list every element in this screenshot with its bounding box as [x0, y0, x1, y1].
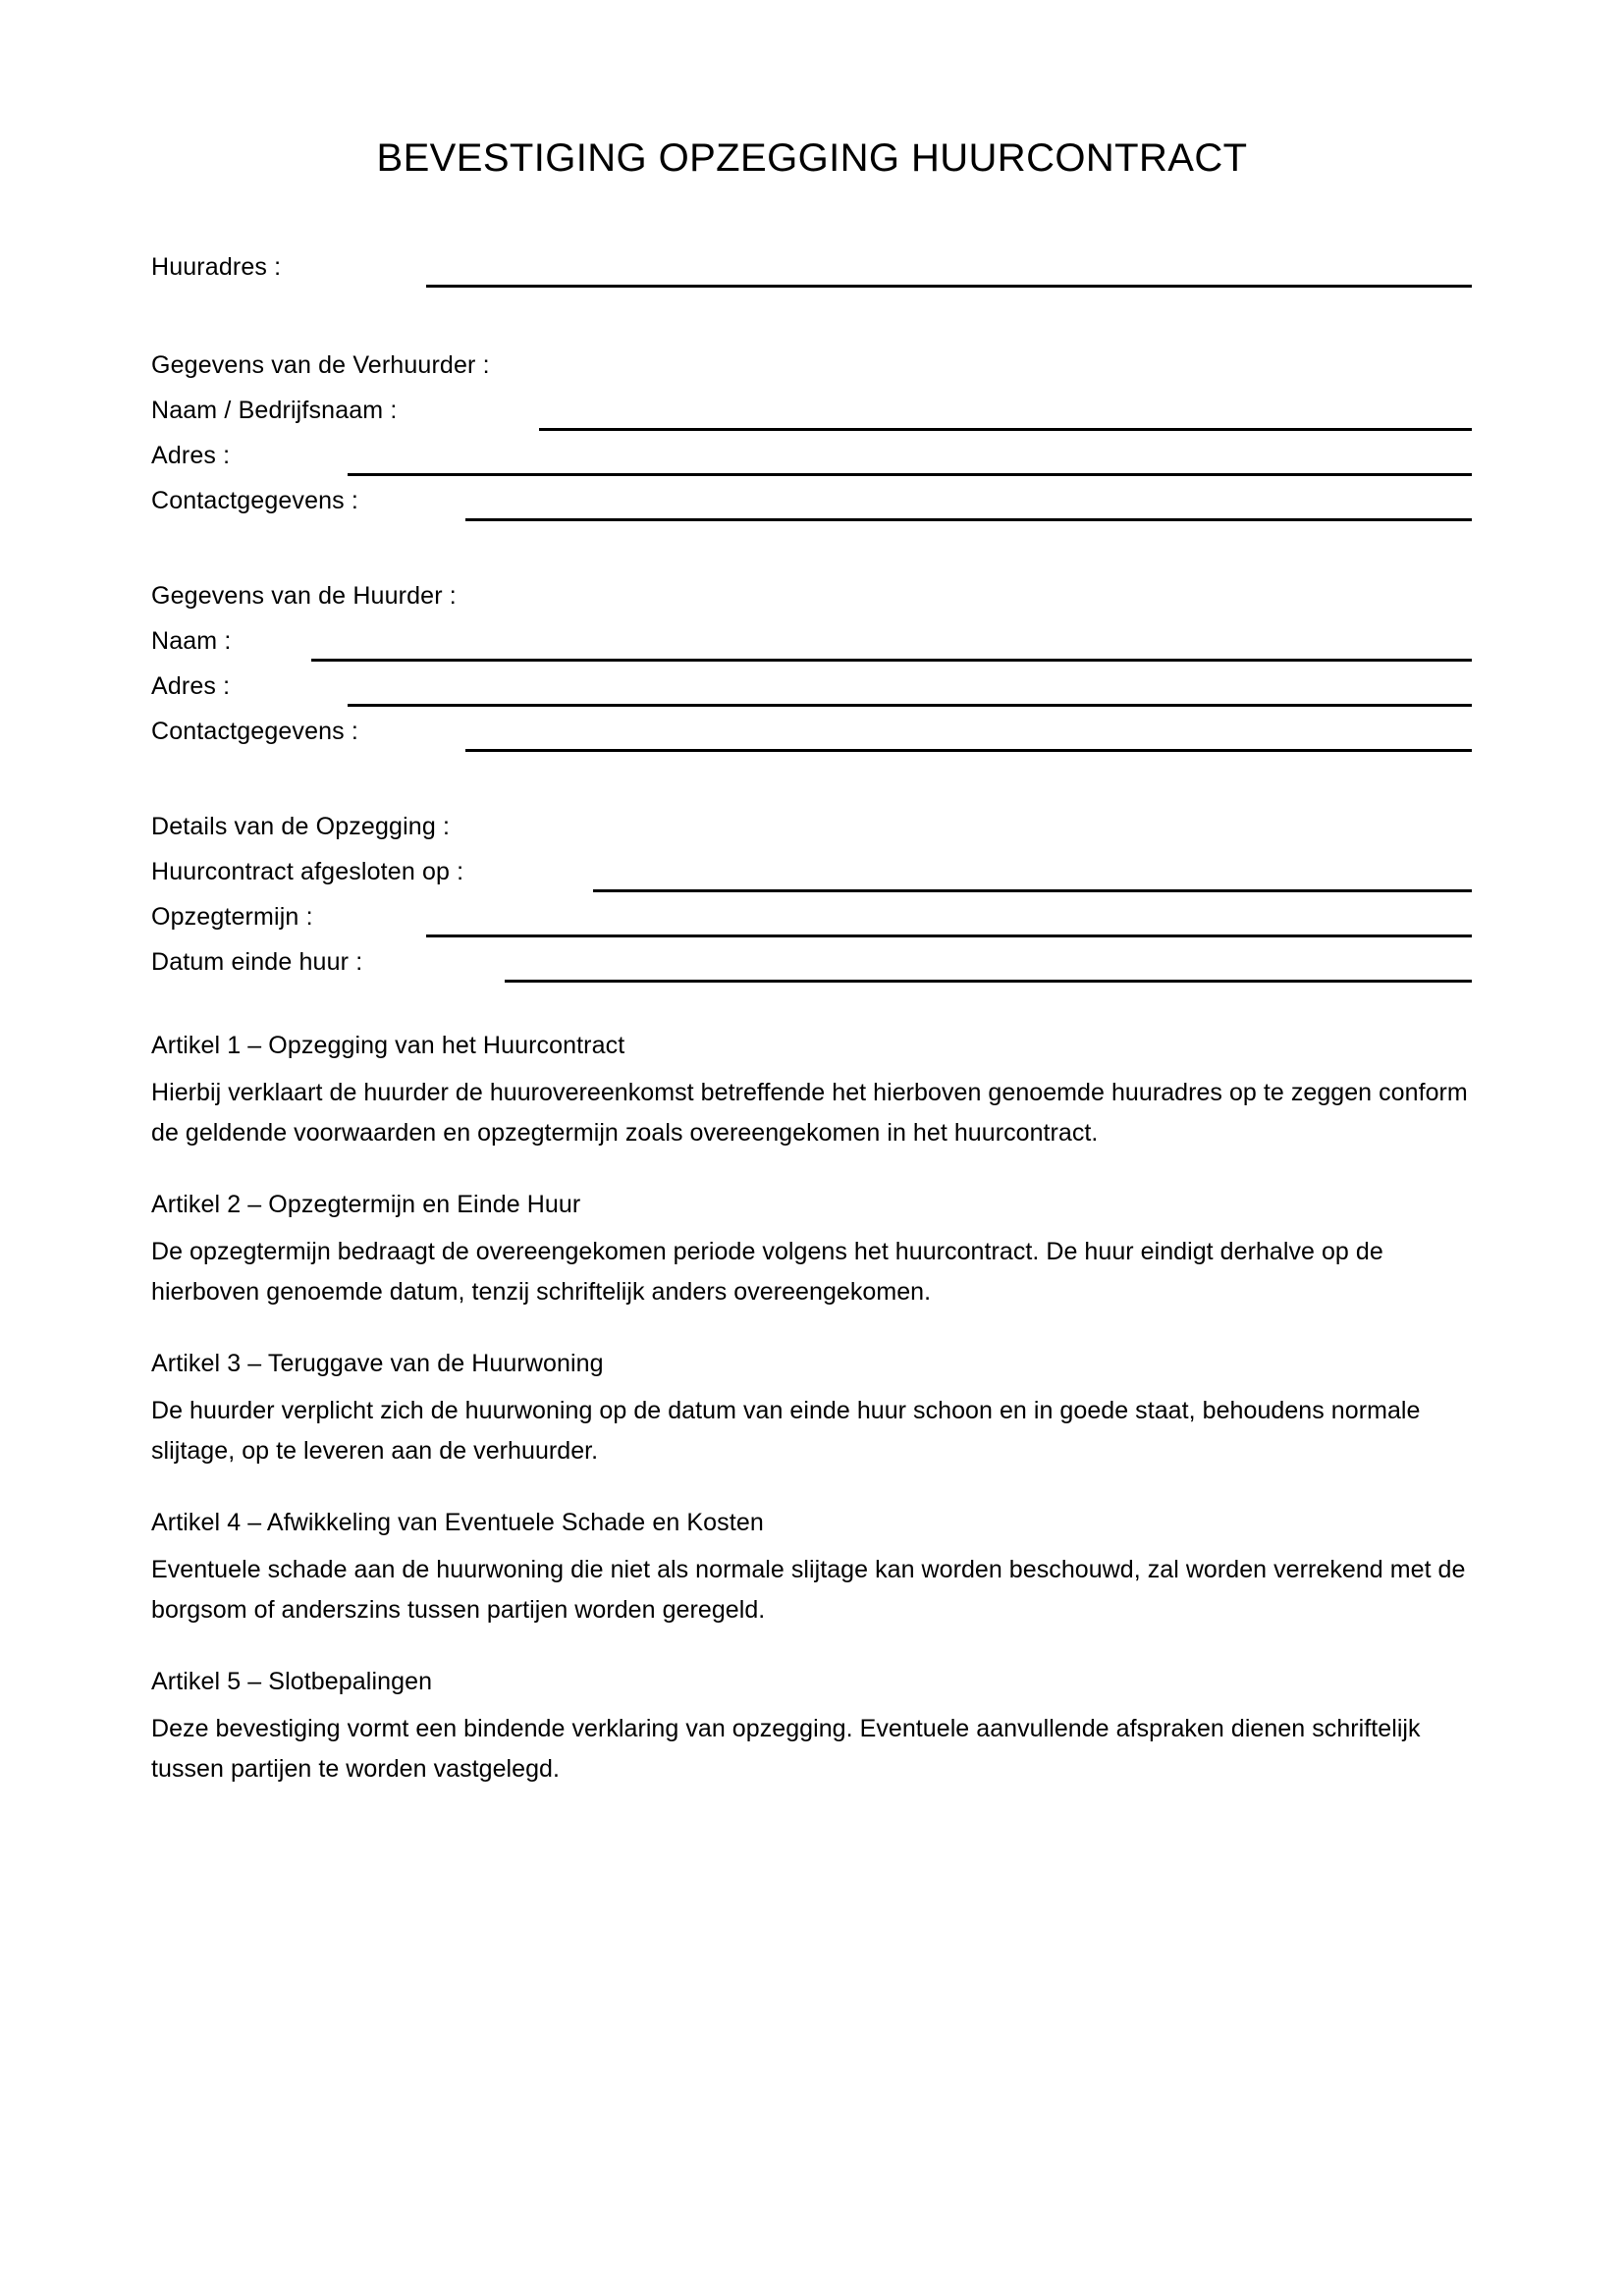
article-2-body: De opzegtermijn bedraagt de overeengekomen periode volgens het huurcontract. De huur eindigt derhalve op de hierboven genoemde datum, tenzij schriftelijk anders overeengekomen. [151, 1238, 1383, 1306]
verhuurder-adres-label: Adres : [151, 442, 231, 469]
opzegging-section [151, 810, 1472, 990]
verhuurder-adres-input[interactable] [348, 473, 1472, 476]
field-row-verhuurder-contact [151, 484, 1472, 529]
article-4-heading: Artikel 4 – Afwikkeling van Eventuele Schade en Kosten [151, 1509, 764, 1536]
einde-huur-label: Datum einde huur : [151, 948, 363, 976]
huurder-contact-input[interactable] [465, 749, 1472, 752]
field-row-huurder-adres [151, 669, 1472, 715]
field-row-verhuurder-adres [151, 439, 1472, 484]
opzegging-heading: Details van de Opzegging : [151, 813, 451, 840]
verhuurder-contact-input[interactable] [465, 518, 1472, 521]
verhuurder-naam-input[interactable] [539, 428, 1472, 431]
field-row-contract-datum [151, 855, 1472, 900]
huurder-heading-row [151, 579, 1472, 624]
huuradres-label: Huuradres : [151, 253, 282, 281]
contract-datum-input[interactable] [593, 889, 1472, 892]
huurder-naam-input[interactable] [311, 659, 1472, 662]
huuradres-input[interactable] [426, 285, 1472, 288]
article-5-heading: Artikel 5 – Slotbepalingen [151, 1668, 433, 1695]
article-3-heading: Artikel 3 – Teruggave van de Huurwoning [151, 1350, 604, 1377]
huurder-adres-label: Adres : [151, 672, 231, 700]
huurder-contact-label: Contactgegevens : [151, 718, 359, 745]
article-1 [151, 1026, 1472, 1153]
contract-datum-label: Huurcontract afgesloten op : [151, 858, 464, 885]
huurder-adres-input[interactable] [348, 704, 1472, 707]
field-row-huurder-contact [151, 715, 1472, 760]
field-row-huuradres [151, 250, 1472, 295]
article-2-heading: Artikel 2 – Opzegtermijn en Einde Huur [151, 1191, 581, 1218]
article-3 [151, 1344, 1472, 1471]
einde-huur-input[interactable] [505, 980, 1472, 983]
opzegtermijn-input[interactable] [426, 934, 1472, 937]
verhuurder-heading: Gegevens van de Verhuurder : [151, 351, 490, 379]
huurder-heading: Gegevens van de Huurder : [151, 582, 457, 610]
opzegging-heading-row [151, 810, 1472, 855]
article-5 [151, 1662, 1472, 1789]
huuradres-block [151, 250, 1472, 295]
field-row-einde-huur [151, 945, 1472, 990]
opzegtermijn-label: Opzegtermijn : [151, 903, 313, 931]
field-row-huurder-naam [151, 624, 1472, 669]
article-2 [151, 1185, 1472, 1312]
huurder-naam-label: Naam : [151, 627, 232, 655]
article-4 [151, 1503, 1472, 1630]
articles-container [151, 1026, 1472, 1821]
article-5-body: Deze bevestiging vormt een bindende verklaring van opzegging. Eventuele aanvullende afspraken dienen schriftelijk tussen partijen te worden vastgelegd. [151, 1715, 1421, 1783]
field-row-verhuurder-naam [151, 394, 1472, 439]
verhuurder-naam-label: Naam / Bedrijfsnaam : [151, 397, 398, 424]
article-1-body: Hierbij verklaart de huurder de huurovereenkomst betreffende het hierboven genoemde huuradres op te zeggen conform de geldende voorwaarden en opzegtermijn zoals overeengekomen in het huurcontract. [151, 1079, 1468, 1147]
huurder-section [151, 579, 1472, 760]
verhuurder-heading-row [151, 348, 1472, 394]
page-title: BEVESTIGING OPZEGGING HUURCONTRACT [376, 135, 1248, 180]
article-3-body: De huurder verplicht zich de huurwoning op de datum van einde huur schoon en in goede staat, behoudens normale slijtage, op te leveren aan de verhuurder. [151, 1397, 1421, 1465]
article-4-body: Eventuele schade aan de huurwoning die niet als normale slijtage kan worden beschouwd, zal worden verrekend met de borgsom of anderszins tussen partijen worden geregeld. [151, 1556, 1466, 1624]
field-row-opzegtermijn [151, 900, 1472, 945]
verhuurder-contact-label: Contactgegevens : [151, 487, 359, 514]
article-1-heading: Artikel 1 – Opzegging van het Huurcontract [151, 1032, 625, 1059]
verhuurder-section [151, 348, 1472, 529]
